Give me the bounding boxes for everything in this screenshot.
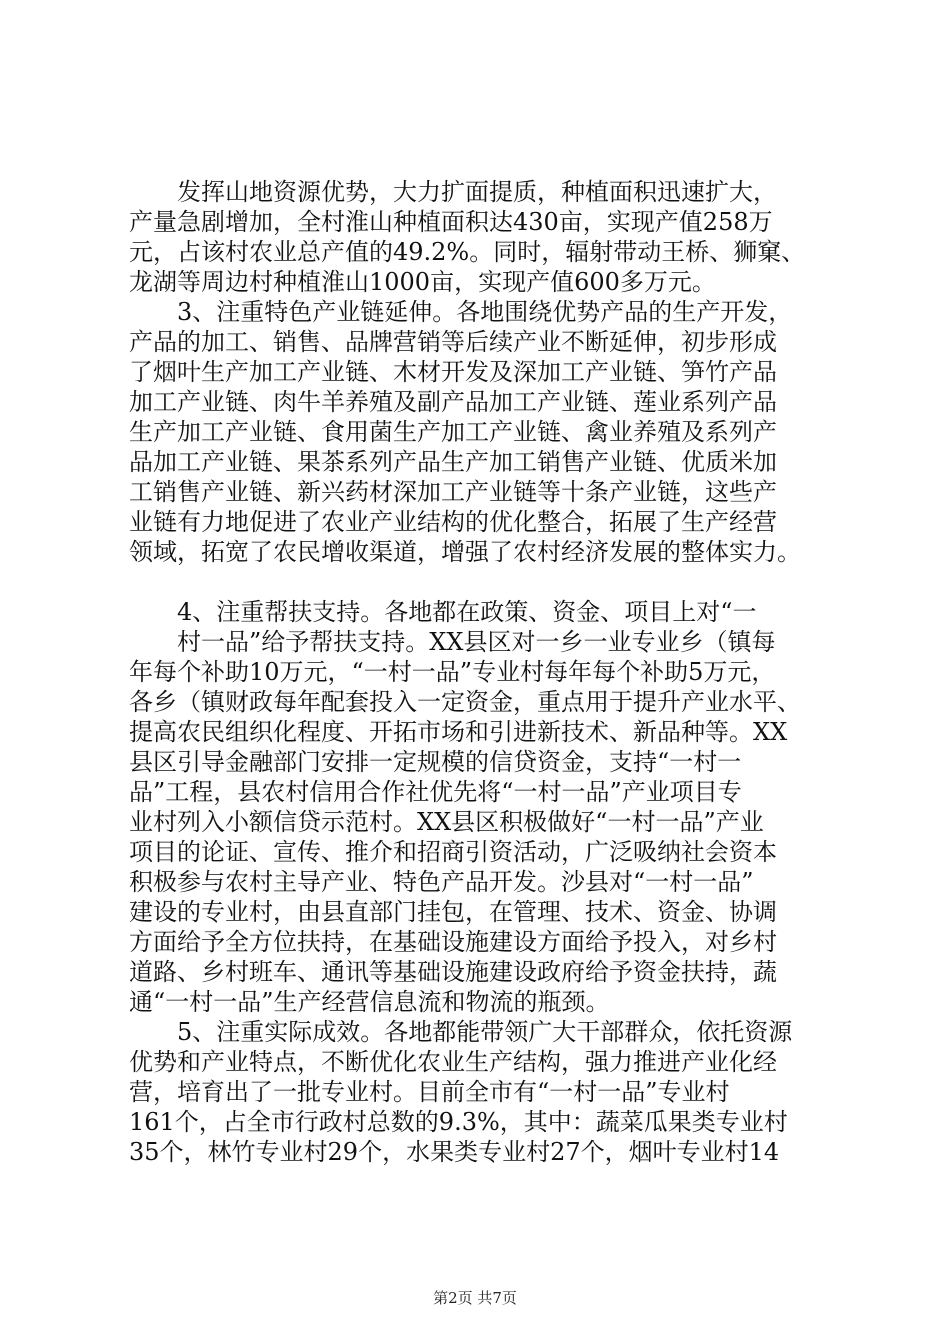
text-line: 加工产业链、肉牛羊养殖及副产品加工产业链、莲业系列产品 (129, 388, 777, 416)
text-line: 业链有力地促进了农业产业结构的优化整合，拓展了生产经营 (129, 508, 777, 536)
page-footer: 第2页 共7页 (433, 1289, 517, 1307)
text-line: 积极参与农村主导产业、特色产品开发。沙县对“一村一品” (129, 868, 754, 896)
text-line: 营，培育出了一批专业村。目前全市有“一村一品”专业村 (129, 1078, 730, 1106)
text-line: 品加工产业链、果茶系列产品生产加工销售产业链、优质米加 (129, 448, 777, 476)
text-line: 建设的专业村，由县直部门挂包，在管理、技术、资金、协调 (129, 898, 777, 926)
text-line: 领域，拓宽了农民增收渠道，增强了农村经济发展的整体实力。 (129, 538, 801, 566)
text-line: 道路、乡村班车、通讯等基础设施建设政府给予资金扶持，蔬 (129, 958, 777, 986)
text-line: 龙湖等周边村种植淮山1000亩，实现产值600多万元。 (129, 268, 716, 296)
text-line: 161个，占全市行政村总数的9.3%，其中：蔬菜瓜果类专业村 (129, 1108, 788, 1136)
text-line: 工销售产业链、新兴药材深加工产业链等十条产业链，这些产 (129, 478, 777, 506)
text-line: 产品的加工、销售、品牌营销等后续产业不断延伸，初步形成 (129, 328, 777, 356)
text-line: 品”工程，县农村信用合作社优先将“一村一品”产业项目专 (129, 778, 742, 806)
text-line: 各乡（镇财政每年配套投入一定资金，重点用于提升产业水平、 (129, 688, 801, 716)
text-line: 产量急剧增加，全村淮山种植面积达430亩，实现产值258万 (129, 208, 773, 236)
text-line: 生产加工产业链、食用菌生产加工产业链、禽业养殖及系列产 (129, 418, 777, 446)
text-line: 了烟叶生产加工产业链、木材开发及深加工产业链、笋竹产品 (129, 358, 777, 386)
text-line: 元，占该村农业总产值的49.2%。同时，辐射带动王桥、狮窠、 (129, 238, 806, 266)
text-line: 4、注重帮扶支持。各地都在政策、资金、项目上对“一 (129, 598, 757, 626)
text-line: 通“一村一品”生产经营信息流和物流的瓶颈。 (129, 988, 610, 1016)
text-line: 35个，林竹专业村29个，水果类专业村27个，烟叶专业村14 (129, 1138, 780, 1166)
text-line: 5、注重实际成效。各地都能带领广大干部群众，依托资源 (129, 1018, 793, 1046)
text-line: 村一品”给予帮扶支持。XX县区对一乡一业专业乡（镇每 (129, 628, 776, 656)
text-line: 项目的论证、宣传、推介和招商引资活动，广泛吸纳社会资本 (129, 838, 777, 866)
text-line: 年每个补助10万元，“一村一品”专业村每年每个补助5万元， (129, 658, 776, 686)
text-line: 优势和产业特点，不断优化农业生产结构，强力推进产业化经 (129, 1048, 777, 1076)
text-line: 提高农民组织化程度、开拓市场和引进新技术、新品种等。XX (129, 718, 788, 746)
text-line: 县区引导金融部门安排一定规模的信贷资金，支持“一村一 (129, 748, 742, 776)
text-line: 3、注重特色产业链延伸。各地围绕优势产品的生产开发， (129, 298, 793, 326)
text-line: 发挥山地资源优势，大力扩面提质，种植面积迅速扩大， (129, 178, 777, 206)
text-line: 方面给予全方位扶持，在基础设施建设方面给予投入，对乡村 (129, 928, 777, 956)
text-line: 业村列入小额信贷示范村。XX县区积极做好“一村一品”产业 (129, 808, 764, 836)
